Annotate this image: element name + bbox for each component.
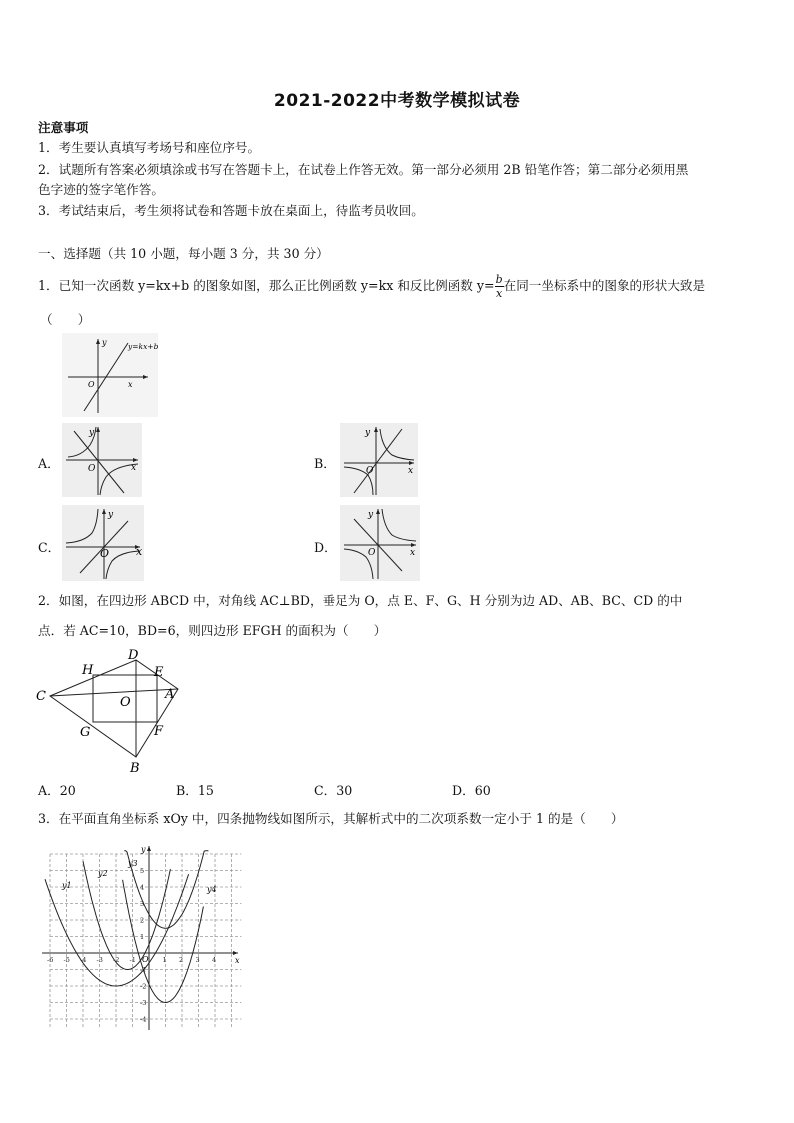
q1-frac-num: b — [495, 273, 503, 286]
q3-origin: O — [142, 955, 149, 964]
q2-quadrilateral-figure — [32, 644, 197, 774]
q2-label-d: D — [128, 648, 139, 663]
q3-curve-label-y3: y3 — [128, 859, 138, 868]
q1-text-before: 1．已知一次函数 y=kx+b 的图象如图，那么正比例函数 y=kx 和反比例函数 y= — [38, 278, 495, 293]
q2-option-c[interactable]: C．30 — [314, 783, 353, 798]
section-heading: 一、选择题（共 10 小题，每小题 3 分，共 30 分） — [38, 246, 329, 261]
q1b-origin: O — [366, 466, 374, 476]
q3-x-tick: -1 — [129, 956, 136, 964]
q1-axis-y: y — [102, 338, 107, 347]
q3-y-tick: 3 — [140, 900, 145, 908]
q1-option-a-graph[interactable] — [62, 423, 142, 497]
notice-item-2-cont: 色字迹的签字笔作答。 — [38, 182, 164, 197]
q1c-origin: O — [100, 547, 110, 560]
q3-x-tick: 4 — [212, 956, 217, 964]
q3-y-tick: -2 — [140, 982, 147, 991]
q1b-axis-x: x — [408, 466, 414, 476]
q2-option-b[interactable]: B．15 — [176, 783, 214, 798]
page-title: 2021-2022中考数学模拟试卷 — [273, 91, 521, 111]
q3-text: 3．在平面直角坐标系 xOy 中，四条抛物线如图所示，其解析式中的二次项系数一定小于 1 的是（ ） — [38, 811, 624, 826]
q3-x-tick: 3 — [195, 956, 200, 964]
q3-x-tick: 1 — [162, 956, 167, 964]
q1d-axis-y: y — [368, 510, 374, 520]
q1-reference-graph — [62, 333, 158, 417]
q1a-axis-x: x — [131, 463, 137, 473]
q3-y-tick: 5 — [140, 867, 145, 875]
q2-label-o: O — [120, 695, 131, 710]
notice-item-3: 3．考试结束后，考生须将试卷和答题卡放在桌面上，待监考员收回。 — [38, 203, 424, 218]
q1d-axis-x: x — [410, 548, 416, 558]
q3-y-tick: 4 — [140, 883, 145, 892]
q1-option-a-label[interactable]: A． — [38, 456, 60, 471]
q1a-origin: O — [88, 464, 96, 474]
q3-parabola-grid-figure — [38, 842, 246, 1032]
q1c-axis-y: y — [108, 510, 114, 520]
q3-y-tick: 2 — [140, 916, 145, 925]
q3-x-tick: 2 — [179, 956, 184, 964]
q3-x-tick: -4 — [80, 956, 87, 964]
q1-option-d-label[interactable]: D． — [314, 540, 337, 555]
q1-option-d-graph[interactable] — [340, 505, 420, 581]
q2-option-d[interactable]: D．60 — [452, 783, 491, 798]
q3-parabola-y3 — [123, 880, 204, 1003]
q2-option-a[interactable]: A．20 — [38, 783, 76, 798]
q2-label-f: F — [154, 724, 164, 739]
q1c-axis-x: x — [136, 545, 143, 558]
q3-axis-y: y — [141, 845, 146, 854]
notice-heading: 注意事项 — [38, 120, 89, 135]
q2-label-e: E — [154, 665, 164, 680]
q3-curves — [45, 851, 208, 1003]
q1-option-c-label[interactable]: C． — [38, 540, 61, 555]
q1-option-b-label[interactable]: B． — [314, 456, 336, 471]
notice-item-1: 1．考生要认真填写考场号和座位序号。 — [38, 140, 261, 155]
q1a-axis-y: y — [89, 428, 95, 438]
q3-y-tick: -1 — [140, 966, 147, 974]
q3-x-tick: -6 — [47, 956, 54, 964]
q1-fraction — [495, 273, 504, 300]
q1-origin: O — [88, 380, 95, 389]
q3-axis-x: x — [235, 956, 240, 965]
q2-label-c: C — [36, 689, 46, 704]
q1-graph-label: y=kx+b — [128, 342, 158, 351]
q3-curve-label-y2: y2 — [98, 869, 108, 878]
q2-label-b: B — [130, 761, 140, 774]
q2-label-a: A — [165, 687, 175, 702]
q1-axis-x: x — [128, 380, 133, 389]
q1-frac-den: x — [495, 287, 503, 300]
q2-text-line2: 点．若 AC=10，BD=6，则四边形 EFGH 的面积为（ ） — [38, 623, 387, 638]
q1b-axis-y: y — [365, 428, 371, 438]
q1-option-c-graph[interactable] — [62, 505, 144, 581]
q2-text-line1: 2．如图，在四边形 ABCD 中，对角线 AC⊥BD，垂足为 O，点 E、F、G、H 分别为边 AD、AB、BC、CD 的中 — [38, 593, 683, 608]
q3-curve-label-y1: y1 — [62, 881, 72, 890]
q3-x-tick: -5 — [63, 956, 70, 964]
q3-x-tick: -3 — [96, 956, 103, 964]
q2-label-g: G — [80, 725, 91, 740]
q3-y-tick: -3 — [140, 999, 147, 1007]
q3-x-tick: -2 — [113, 956, 120, 964]
q1d-origin: O — [368, 548, 376, 558]
q1-option-b-graph[interactable] — [340, 423, 418, 497]
q1-text — [38, 273, 705, 300]
q2-label-h: H — [82, 663, 94, 678]
q1-text-after: 在同一坐标系中的图象的形状大致是 — [503, 278, 706, 293]
q3-y-tick: -4 — [140, 1015, 147, 1024]
q3-y-tick: 1 — [140, 933, 145, 941]
notice-item-2: 2．试题所有答案必须填涂或书写在答题卡上，在试卷上作答无效。第一部分必须用 2B 铅笔作答；第二部分必须用黑 — [38, 162, 689, 177]
q3-curve-label-y4: y4 — [207, 885, 217, 894]
q1-paren: （ ） — [40, 312, 91, 327]
